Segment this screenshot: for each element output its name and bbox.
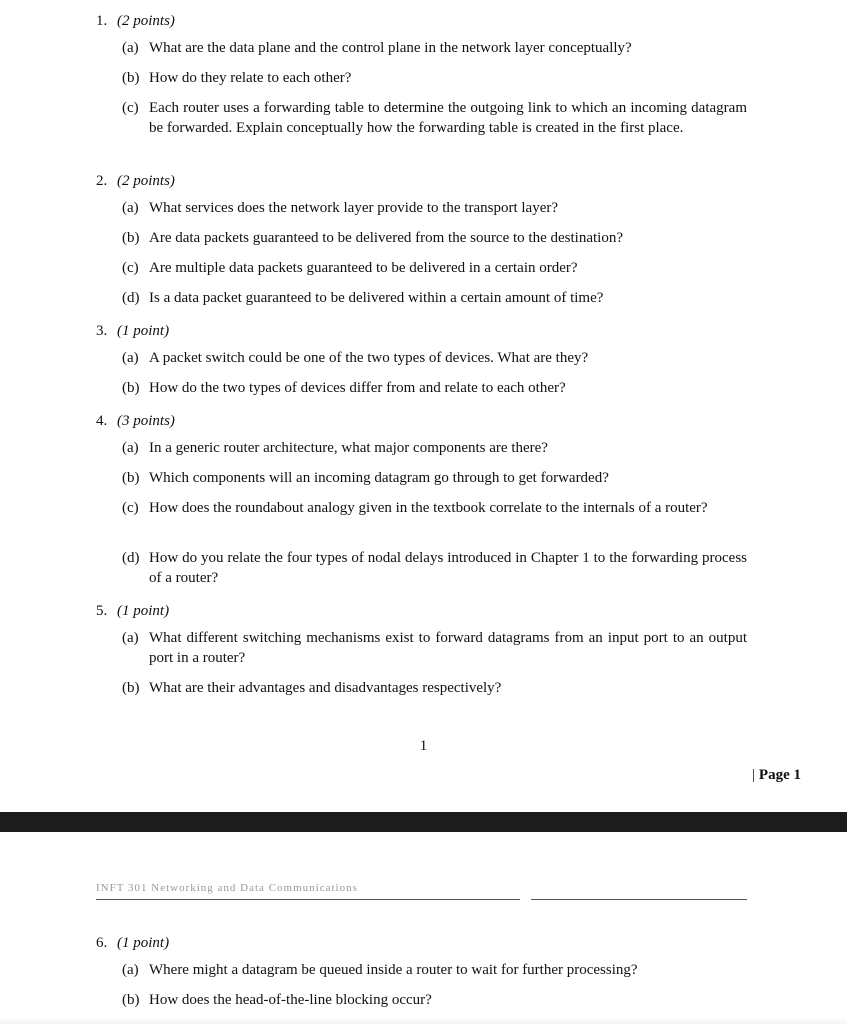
sub-question [0, 548, 847, 598]
sub-question-text: How do the two types of devices differ from and relate to each other? [149, 380, 566, 396]
sub-question [0, 198, 847, 228]
sub-question [0, 288, 847, 318]
sub-question [0, 378, 847, 408]
page-number: 1 [419, 738, 428, 754]
question [0, 8, 847, 168]
question [0, 930, 847, 1020]
question-number: 4. [96, 413, 108, 429]
sub-question [0, 38, 847, 68]
sub-question-text: How do they relate to each other? [149, 70, 352, 86]
page-tag-bar: | [752, 767, 756, 783]
sub-question-text: Each router uses a forwarding table to determine the outgoing link to which an incoming datagram be forwarded. Explain conceptually how the forwarding table is created in the first place. [149, 100, 747, 136]
question-points: (1 point) [117, 323, 170, 339]
sub-question-text: How does the roundabout analogy given in the textbook correlate to the internals of a router? [149, 500, 708, 516]
question [0, 408, 847, 598]
question [0, 598, 847, 708]
sub-question [0, 98, 847, 168]
question-header [0, 598, 847, 628]
sub-question-label: (b) [122, 230, 140, 246]
question-number: 2. [96, 173, 108, 189]
question [0, 168, 847, 318]
sub-question [0, 498, 847, 548]
sub-question-label: (b) [122, 680, 140, 696]
header-rule-right [531, 899, 747, 900]
sub-question-text: What are their advantages and disadvantages respectively? [149, 680, 502, 696]
sub-question-label: (b) [122, 380, 140, 396]
sub-question-label: (a) [122, 962, 139, 978]
question-number: 6. [96, 935, 108, 951]
sub-question [0, 258, 847, 288]
sub-question-label: (a) [122, 350, 139, 366]
question-header [0, 8, 847, 38]
bottom-fade [0, 1018, 847, 1024]
question-number: 1. [96, 13, 108, 29]
sub-question [0, 628, 847, 678]
sub-question-text: Are data packets guaranteed to be delivered from the source to the destination? [149, 230, 623, 246]
page-tag-label: Page 1 [758, 767, 801, 783]
question-points: (2 points) [117, 173, 175, 189]
sub-question-label: (c) [122, 260, 139, 276]
document-page-2 [0, 832, 847, 1024]
sub-question-label: (b) [122, 992, 140, 1008]
page-tag [752, 767, 801, 784]
sub-question-label: (d) [122, 550, 140, 566]
question-points: (1 point) [117, 935, 170, 951]
sub-question-text: Where might a datagram be queued inside a router to wait for further processing? [149, 962, 638, 978]
sub-question [0, 348, 847, 378]
question-header [0, 318, 847, 348]
sub-question-text: What services does the network layer provide to the transport layer? [149, 200, 559, 216]
question-points: (2 points) [117, 13, 175, 29]
question-points: (1 point) [117, 603, 170, 619]
sub-question-text: Which components will an incoming datagram go through to get forwarded? [149, 470, 609, 486]
question-points: (3 points) [117, 413, 175, 429]
sub-question [0, 228, 847, 258]
sub-question-label: (c) [122, 100, 139, 116]
sub-question-label: (c) [122, 500, 139, 516]
sub-question [0, 68, 847, 98]
question-header [0, 930, 847, 960]
sub-question-label: (a) [122, 40, 139, 56]
page-separator [0, 812, 847, 832]
header-rule-left [96, 899, 520, 900]
sub-question-text: Are multiple data packets guaranteed to be delivered in a certain order? [149, 260, 578, 276]
question-list [0, 930, 847, 1020]
sub-question-label: (a) [122, 630, 139, 646]
sub-question-text: What different switching mechanisms exist to forward datagrams from an input port to an output port in a router? [149, 630, 747, 666]
sub-question-label: (a) [122, 440, 139, 456]
sub-question [0, 678, 847, 708]
question-number: 5. [96, 603, 108, 619]
question-list [0, 8, 847, 708]
sub-question-text: In a generic router architecture, what major components are there? [149, 440, 548, 456]
sub-question-text: How do you relate the four types of nodal delays introduced in Chapter 1 to the forwarding process of a router? [149, 550, 747, 586]
sub-question [0, 990, 847, 1020]
question-header [0, 408, 847, 438]
question-number: 3. [96, 323, 108, 339]
sub-question-text: A packet switch could be one of the two types of devices. What are they? [149, 350, 589, 366]
sub-question-text: How does the head-of-the-line blocking occur? [149, 992, 432, 1008]
sub-question-text: What are the data plane and the control plane in the network layer conceptually? [149, 40, 632, 56]
sub-question [0, 438, 847, 468]
sub-question [0, 960, 847, 990]
sub-question-label: (b) [122, 70, 140, 86]
running-header: INFT 301 Networking and Data Communications [96, 882, 358, 894]
sub-question [0, 468, 847, 498]
sub-question-text: Is a data packet guaranteed to be delivered within a certain amount of time? [149, 290, 604, 306]
sub-question-label: (d) [122, 290, 140, 306]
sub-question-label: (b) [122, 470, 140, 486]
question-header [0, 168, 847, 198]
sub-question-label: (a) [122, 200, 139, 216]
question [0, 318, 847, 408]
